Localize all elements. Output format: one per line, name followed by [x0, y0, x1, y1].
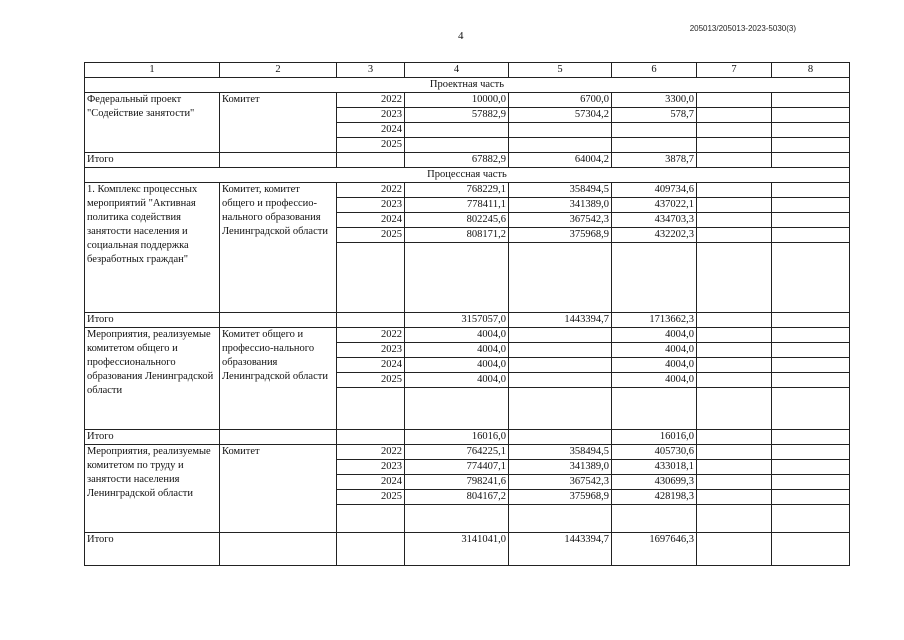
empty-cell — [772, 388, 850, 430]
empty-cell — [697, 445, 772, 460]
value-cell-col5: 375968,9 — [509, 490, 612, 505]
total-label: Итого — [85, 533, 220, 566]
measure-name-cell: Мероприятия, реализуемые комитетом общего и профессионального образования Ленинградской области — [85, 328, 220, 430]
total-cell-col4: 3141041,0 — [405, 533, 509, 566]
value-cell-col5: 341389,0 — [509, 198, 612, 213]
empty-cell — [772, 183, 850, 198]
empty-cell — [405, 505, 509, 533]
empty-cell — [220, 430, 337, 445]
empty-cell — [612, 243, 697, 313]
value-cell-col4: 804167,2 — [405, 490, 509, 505]
empty-cell — [337, 533, 405, 566]
value-cell-col4: 774407,1 — [405, 460, 509, 475]
column-header: 5 — [509, 63, 612, 78]
value-cell-col6: 433018,1 — [612, 460, 697, 475]
empty-cell — [405, 388, 509, 430]
empty-cell — [697, 343, 772, 358]
value-cell-col5 — [509, 343, 612, 358]
value-cell-col5 — [509, 138, 612, 153]
empty-cell — [697, 460, 772, 475]
value-cell-col5 — [509, 373, 612, 388]
year-cell: 2024 — [337, 475, 405, 490]
value-cell-col6: 4004,0 — [612, 358, 697, 373]
value-cell-col4: 4004,0 — [405, 373, 509, 388]
empty-cell — [772, 123, 850, 138]
empty-cell — [697, 388, 772, 430]
value-cell-col5 — [509, 123, 612, 138]
empty-cell — [405, 243, 509, 313]
value-cell-col4 — [405, 123, 509, 138]
section-row-project — [85, 78, 850, 93]
empty-cell — [772, 328, 850, 343]
empty-cell — [772, 460, 850, 475]
empty-cell — [697, 93, 772, 108]
section-title: Процессная часть — [85, 168, 850, 183]
empty-cell — [612, 388, 697, 430]
empty-cell — [337, 505, 405, 533]
total-row — [85, 153, 850, 168]
value-cell-col6 — [612, 123, 697, 138]
total-label: Итого — [85, 153, 220, 168]
year-cell: 2023 — [337, 343, 405, 358]
empty-cell — [337, 243, 405, 313]
year-cell: 2023 — [337, 108, 405, 123]
value-cell-col5 — [509, 358, 612, 373]
empty-cell — [697, 475, 772, 490]
empty-cell — [772, 445, 850, 460]
column-header: 8 — [772, 63, 850, 78]
column-number-row — [85, 63, 850, 78]
empty-cell — [772, 313, 850, 328]
total-row — [85, 533, 850, 566]
empty-cell — [772, 243, 850, 313]
section-row-process — [85, 168, 850, 183]
total-cell-col6: 1713662,3 — [612, 313, 697, 328]
total-row — [85, 313, 850, 328]
empty-cell — [772, 138, 850, 153]
year-cell: 2024 — [337, 213, 405, 228]
empty-cell — [697, 313, 772, 328]
empty-cell — [772, 533, 850, 566]
empty-cell — [337, 430, 405, 445]
value-cell-col6: 578,7 — [612, 108, 697, 123]
total-cell-col5: 1443394,7 — [509, 313, 612, 328]
executor-cell: Комитет, комитет общего и профессио-нального образования Ленинградской области — [220, 183, 337, 313]
value-cell-col6: 430699,3 — [612, 475, 697, 490]
column-header: 3 — [337, 63, 405, 78]
value-cell-col4: 764225,1 — [405, 445, 509, 460]
total-row — [85, 430, 850, 445]
value-cell-col4 — [405, 138, 509, 153]
section-title: Проектная часть — [85, 78, 850, 93]
value-cell-col6: 4004,0 — [612, 373, 697, 388]
total-cell-col5 — [509, 430, 612, 445]
table-row — [85, 328, 850, 343]
empty-cell — [697, 123, 772, 138]
empty-cell — [772, 505, 850, 533]
executor-cell: Комитет — [220, 93, 337, 153]
value-cell-col4: 798241,6 — [405, 475, 509, 490]
empty-cell — [697, 108, 772, 123]
empty-cell — [697, 183, 772, 198]
value-cell-col4: 768229,1 — [405, 183, 509, 198]
value-cell-col6: 434703,3 — [612, 213, 697, 228]
value-cell-col5: 57304,2 — [509, 108, 612, 123]
value-cell-col5 — [509, 328, 612, 343]
total-cell-col6: 16016,0 — [612, 430, 697, 445]
value-cell-col5: 367542,3 — [509, 475, 612, 490]
value-cell-col5: 358494,5 — [509, 183, 612, 198]
column-header: 1 — [85, 63, 220, 78]
empty-cell — [220, 153, 337, 168]
empty-cell — [697, 243, 772, 313]
value-cell-col4: 4004,0 — [405, 358, 509, 373]
value-cell-col4: 10000,0 — [405, 93, 509, 108]
year-cell: 2022 — [337, 445, 405, 460]
total-cell-col6: 3878,7 — [612, 153, 697, 168]
year-cell: 2022 — [337, 328, 405, 343]
empty-cell — [220, 313, 337, 328]
column-header: 7 — [697, 63, 772, 78]
total-cell-col5: 64004,2 — [509, 153, 612, 168]
empty-cell — [772, 430, 850, 445]
page-number: 4 — [458, 30, 464, 42]
year-cell: 2025 — [337, 373, 405, 388]
empty-cell — [772, 373, 850, 388]
executor-cell: Комитет — [220, 445, 337, 533]
column-header: 4 — [405, 63, 509, 78]
empty-cell — [697, 198, 772, 213]
empty-cell — [697, 373, 772, 388]
empty-cell — [772, 358, 850, 373]
empty-cell — [772, 343, 850, 358]
column-header: 2 — [220, 63, 337, 78]
empty-cell — [697, 490, 772, 505]
value-cell-col5: 358494,5 — [509, 445, 612, 460]
empty-cell — [772, 228, 850, 243]
value-cell-col6 — [612, 138, 697, 153]
value-cell-col4: 808171,2 — [405, 228, 509, 243]
empty-cell — [697, 430, 772, 445]
total-cell-col4: 16016,0 — [405, 430, 509, 445]
value-cell-col4: 778411,1 — [405, 198, 509, 213]
table-row — [85, 93, 850, 108]
empty-cell — [509, 505, 612, 533]
empty-cell — [772, 213, 850, 228]
value-cell-col4: 4004,0 — [405, 343, 509, 358]
empty-cell — [509, 388, 612, 430]
empty-cell — [509, 243, 612, 313]
total-label: Итого — [85, 430, 220, 445]
value-cell-col4: 4004,0 — [405, 328, 509, 343]
year-cell: 2024 — [337, 358, 405, 373]
column-header: 6 — [612, 63, 697, 78]
value-cell-col5: 341389,0 — [509, 460, 612, 475]
value-cell-col6: 409734,6 — [612, 183, 697, 198]
empty-cell — [697, 138, 772, 153]
value-cell-col6: 4004,0 — [612, 328, 697, 343]
value-cell-col6: 405730,6 — [612, 445, 697, 460]
year-cell: 2023 — [337, 198, 405, 213]
empty-cell — [697, 153, 772, 168]
total-cell-col6: 1697646,3 — [612, 533, 697, 566]
value-cell-col6: 428198,3 — [612, 490, 697, 505]
empty-cell — [697, 505, 772, 533]
year-cell: 2024 — [337, 123, 405, 138]
empty-cell — [772, 153, 850, 168]
empty-cell — [697, 358, 772, 373]
executor-cell: Комитет общего и профессио-нального образования Ленинградской области — [220, 328, 337, 430]
empty-cell — [697, 533, 772, 566]
value-cell-col6: 432202,3 — [612, 228, 697, 243]
empty-cell — [697, 328, 772, 343]
empty-cell — [772, 108, 850, 123]
measure-name-cell: 1. Комплекс процессных мероприятий "Активная политика содействия занятости населения и социальная поддержка безработных граждан" — [85, 183, 220, 313]
empty-cell — [772, 198, 850, 213]
empty-cell — [220, 533, 337, 566]
value-cell-col5: 367542,3 — [509, 213, 612, 228]
empty-cell — [337, 153, 405, 168]
year-cell: 2025 — [337, 228, 405, 243]
value-cell-col4: 802245,6 — [405, 213, 509, 228]
empty-cell — [772, 475, 850, 490]
year-cell: 2023 — [337, 460, 405, 475]
empty-cell — [772, 490, 850, 505]
empty-cell — [337, 388, 405, 430]
total-label: Итого — [85, 313, 220, 328]
value-cell-col4: 57882,9 — [405, 108, 509, 123]
empty-cell — [697, 213, 772, 228]
value-cell-col5: 375968,9 — [509, 228, 612, 243]
value-cell-col6: 437022,1 — [612, 198, 697, 213]
budget-table — [84, 62, 850, 566]
year-cell: 2022 — [337, 183, 405, 198]
total-cell-col5: 1443394,7 — [509, 533, 612, 566]
measure-name-cell: Федеральный проект "Содействие занятости" — [85, 93, 220, 153]
value-cell-col5: 6700,0 — [509, 93, 612, 108]
total-cell-col4: 67882,9 — [405, 153, 509, 168]
empty-cell — [697, 228, 772, 243]
value-cell-col6: 3300,0 — [612, 93, 697, 108]
empty-cell — [612, 505, 697, 533]
empty-cell — [772, 93, 850, 108]
document-code: 205013/205013-2023-5030(3) — [689, 24, 796, 33]
table-row — [85, 183, 850, 198]
value-cell-col6: 4004,0 — [612, 343, 697, 358]
year-cell: 2022 — [337, 93, 405, 108]
year-cell: 2025 — [337, 138, 405, 153]
empty-cell — [337, 313, 405, 328]
table-row — [85, 445, 850, 460]
measure-name-cell: Мероприятия, реализуемые комитетом по труду и занятости населения Ленинградской области — [85, 445, 220, 533]
total-cell-col4: 3157057,0 — [405, 313, 509, 328]
year-cell: 2025 — [337, 490, 405, 505]
